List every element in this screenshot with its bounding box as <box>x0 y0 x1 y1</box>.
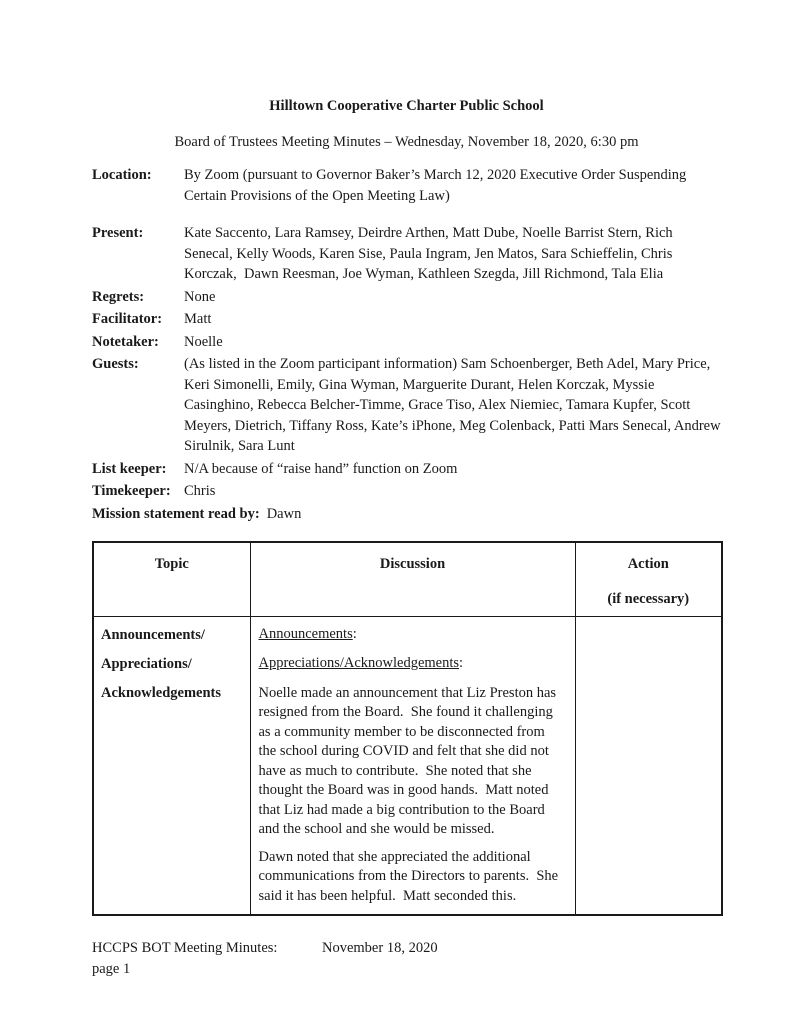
meta-label: Present: <box>92 225 144 241</box>
page-subtitle: Board of Trustees Meeting Minutes – Wednesday, November 18, 2020, 6:30 pm <box>174 134 639 150</box>
meta-label: Regrets: <box>92 288 145 305</box>
meta-value: Matt <box>184 311 212 327</box>
meta-row-guests <box>92 354 725 457</box>
meta-row-timekeeper <box>92 481 721 502</box>
meta-value: Noelle <box>184 333 223 350</box>
footer-date: November 18, 2020 <box>322 940 438 956</box>
column-header-action-line2: (if necessary) <box>607 591 690 607</box>
discussion-heading-announcements: Announcements: <box>258 625 357 642</box>
meta-value: Chris <box>184 483 216 499</box>
page-footer <box>92 938 438 979</box>
meta-label: Location: <box>92 167 152 183</box>
action-cell <box>575 616 722 915</box>
meta-value: Kate Saccento, Lara Ramsey, Deirdre Arthen, Matt Dube, Noelle Barrist Stern, Rich Senecal, Kelly Woods, Karen Sise, Paula Ingram, Jen Matos, Sara Schieffelin, Chris Korczak, Dawn Reesman, Joe Wyman, Kathleen Szegda, Jill Richmond, Tala Elia <box>184 225 677 282</box>
meta-label: Notetaker: <box>92 333 159 350</box>
discussion-heading-appreciations: Appreciations/Acknowledgements: <box>258 655 464 671</box>
meta-row-mission-statement <box>92 504 721 525</box>
meta-label: List keeper: <box>92 460 167 477</box>
meta-row-list-keeper <box>92 459 721 480</box>
meta-value: By Zoom (pursuant to Governor Baker’s March 12, 2020 Executive Order Suspending Certain Provisions of the Open Meeting Law) <box>184 167 690 204</box>
topic-line: Acknowledgements <box>101 684 222 701</box>
meta-row-notetaker <box>92 332 721 353</box>
meta-value: N/A because of “raise hand” function on Zoom <box>184 460 458 477</box>
meta-value: (As listed in the Zoom participant information) Sam Schoenberger, Beth Adel, Mary Price, Keri Simonelli, Emily, Gina Wyman, Marguerite Durant, Helen Korczak, Myssie Casinghino, Rebecca Belcher-Timme, Grace Tiso, Alex Niemiec, Tamara Kupfer, Scott Meyers, Dietrich, Tiffany Ross, Kate’s iPhone, Meg Colenback, Patti Mars Senecal, Andrew Sirulnik, Sara Lunt <box>184 356 725 454</box>
discussion-cell <box>250 616 575 915</box>
meta-label: Guests: <box>92 356 139 372</box>
footer-document-label: HCCPS BOT Meeting Minutes: <box>92 940 278 956</box>
meta-row-regrets <box>92 287 721 308</box>
column-header-action-line1: Action <box>627 556 669 572</box>
mission-statement-label: Mission statement read by: <box>92 505 260 522</box>
meta-label: Timekeeper: <box>92 483 171 499</box>
discussion-paragraph-1: Noelle made an announcement that Liz Preston has resigned from the Board. She found it challenging as a community member to be disconnected from the school during COVID and felt that she did not have as much to contribute. She noted that she thought the Board was in good hands. Matt noted that Liz had made a big contribution to the Board and the school and she would be missed. <box>258 684 560 837</box>
meta-row-facilitator <box>92 309 721 330</box>
footer-line-1 <box>92 938 438 959</box>
meta-row-present <box>92 223 721 285</box>
topic-line: Announcements/ <box>101 626 205 643</box>
minutes-table <box>92 541 723 916</box>
topic-cell <box>93 616 250 915</box>
mission-statement-value: Dawn <box>266 505 302 522</box>
meta-row-location <box>92 165 721 206</box>
footer-page-number: page 1 <box>92 960 131 977</box>
discussion-paragraph-2: Dawn noted that she appreciated the additional communications from the Directors to parents. She said it has been helpful. Matt seconded this. <box>258 848 562 904</box>
meta-label: Facilitator: <box>92 311 163 327</box>
table-header-row <box>93 542 722 616</box>
page-title: Hilltown Cooperative Charter Public School <box>269 98 544 114</box>
topic-line: Appreciations/ <box>101 655 192 672</box>
meta-value: None <box>184 288 216 305</box>
column-header-topic: Topic <box>93 542 250 616</box>
column-header-discussion: Discussion <box>250 542 575 616</box>
meta-section <box>92 165 725 524</box>
column-header-action <box>575 542 722 616</box>
table-row <box>93 616 722 915</box>
